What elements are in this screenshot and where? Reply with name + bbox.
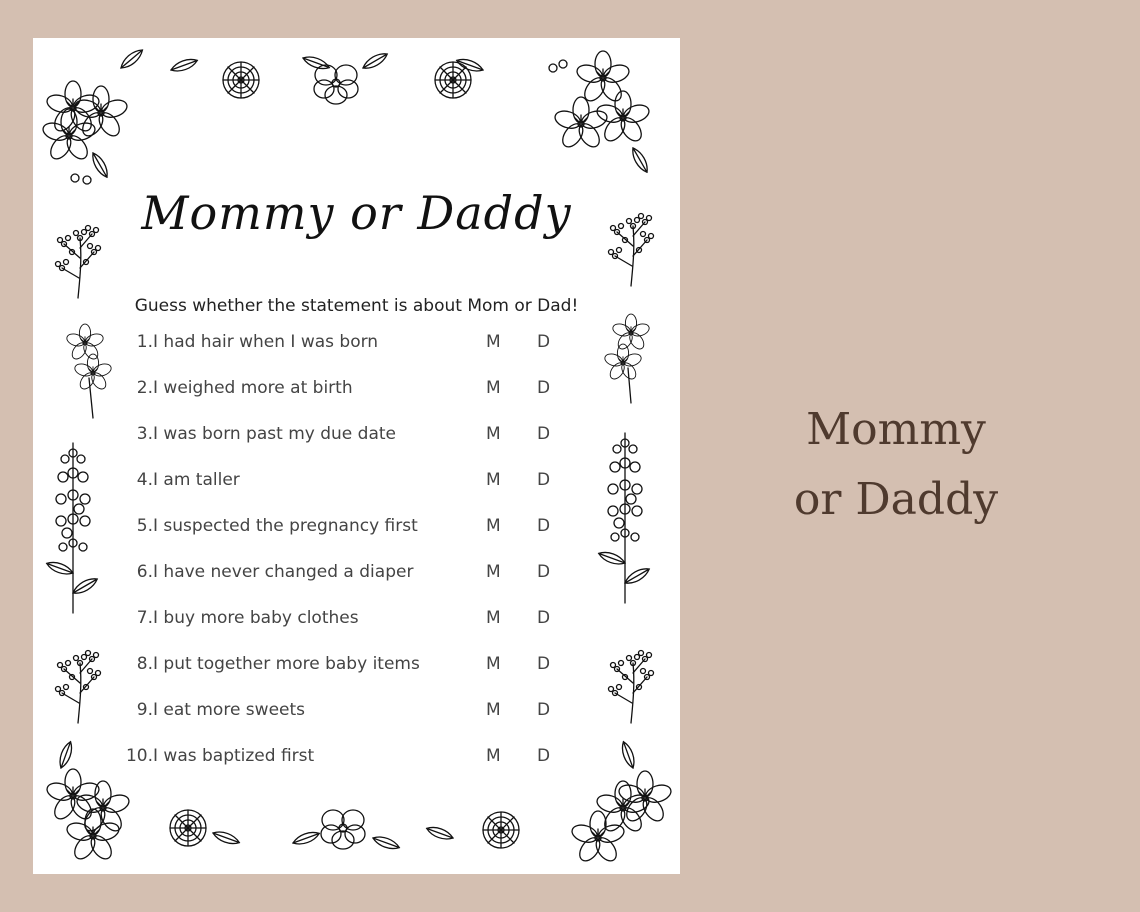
- mom-option: M: [486, 746, 501, 766]
- printable-sheet: [33, 38, 680, 874]
- product-title-line1: Mommy: [806, 404, 986, 455]
- product-title: [746, 395, 1046, 535]
- question-row: [125, 746, 565, 770]
- mom-option: M: [486, 700, 501, 720]
- question-row: [125, 654, 565, 678]
- dad-option: D: [537, 654, 551, 674]
- question-number: 5.: [136, 516, 153, 536]
- question-number: 6.: [136, 562, 153, 582]
- question-text: I weighed more at birth: [153, 378, 353, 398]
- dad-option: D: [537, 470, 551, 490]
- mom-option: M: [486, 424, 501, 444]
- question-text: I had hair when I was born: [153, 332, 379, 352]
- question-text: I have never changed a diaper: [153, 562, 414, 582]
- game-instructions: Guess whether the statement is about Mom or Dad!: [134, 296, 579, 316]
- question-number: 9.: [136, 700, 153, 720]
- question-row: [125, 516, 565, 540]
- question-row: [125, 562, 565, 586]
- product-title-line2: or Daddy: [793, 474, 999, 525]
- mom-option: M: [486, 608, 501, 628]
- dad-option: D: [537, 562, 551, 582]
- game-title: Mommy or Daddy: [141, 186, 572, 240]
- mom-option: M: [486, 654, 501, 674]
- question-row: [125, 332, 565, 356]
- question-row: [125, 378, 565, 402]
- dad-option: D: [537, 516, 551, 536]
- dad-option: D: [537, 424, 551, 444]
- dad-option: D: [537, 378, 551, 398]
- question-row: [125, 700, 565, 724]
- question-row: [125, 608, 565, 632]
- dad-option: D: [537, 608, 551, 628]
- question-text: I eat more sweets: [153, 700, 306, 720]
- mom-option: M: [486, 470, 501, 490]
- mom-option: M: [486, 332, 501, 352]
- question-row: [125, 470, 565, 494]
- question-text: I buy more baby clothes: [153, 608, 359, 628]
- dad-option: D: [537, 700, 551, 720]
- question-number: 7.: [136, 608, 153, 628]
- dad-option: D: [537, 746, 551, 766]
- question-text: I was baptized first: [153, 746, 315, 766]
- question-text: I was born past my due date: [153, 424, 396, 444]
- mom-option: M: [486, 516, 501, 536]
- question-number: 4.: [136, 470, 153, 490]
- question-row: [125, 424, 565, 448]
- mom-option: M: [486, 562, 501, 582]
- question-text: I suspected the pregnancy first: [153, 516, 418, 536]
- question-number: 8.: [136, 654, 153, 674]
- mom-option: M: [486, 378, 501, 398]
- question-number: 10.: [125, 746, 153, 766]
- question-text: I put together more baby items: [153, 654, 420, 674]
- question-text: I am taller: [153, 470, 240, 490]
- question-number: 3.: [136, 424, 153, 444]
- question-number: 1.: [136, 332, 153, 352]
- dad-option: D: [537, 332, 551, 352]
- question-number: 2.: [136, 378, 153, 398]
